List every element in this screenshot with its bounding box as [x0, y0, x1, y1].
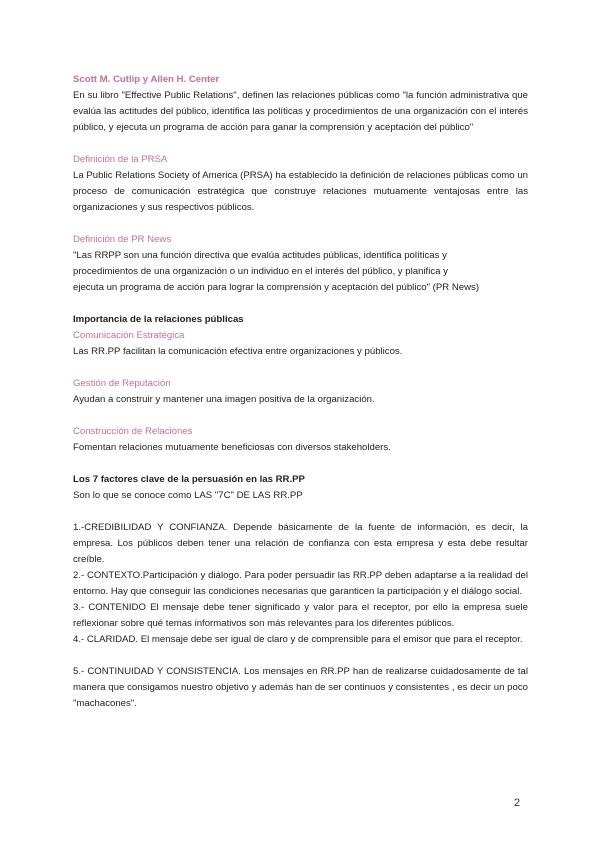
importance-item-body: Fomentan relaciones mutuamente beneficiosas con diversos stakeholders. [73, 442, 391, 453]
factors-title: Los 7 factores clave de la persuasión en las RR.PP [73, 474, 305, 485]
importance-item-heading: Gestión de Reputación [73, 378, 171, 389]
page-number: 2 [514, 797, 521, 809]
prnews-line: ejecuta un programa de acción para lograr la comprensión y aceptación del público" (PR News) [73, 282, 480, 293]
document-page [73, 72, 528, 712]
factor-item: 5.- CONTINUIDAD Y CONSISTENCIA. Los mensajes en RR.PP han de realizarse cuidadosamente de tal manera que consigamos nuestro objetivo y además han de ser continuos y consistentes , es decir un poco "machacones". [73, 666, 528, 709]
cutlip-heading: Scott M. Cutlip y Allen H. Center [73, 74, 220, 85]
importance-item-heading: Comunicación Estratégica [73, 330, 185, 341]
importance-title: Importancia de la relaciones públicas [73, 314, 244, 325]
factors-subtitle: Son lo que se conoce como LAS "7C" DE LAS RR.PP [73, 490, 303, 501]
importance-item-heading: Construcción de Relaciones [73, 426, 193, 437]
factor-item: 1.-CREDIBILIDAD Y CONFIANZA. Depende básicamente de la fuente de información, es decir, la empresa. Los públicos deben tener una relación de confianza con esta empresa y esta debe resultar creíble. [73, 522, 528, 565]
prsa-paragraph: La Public Relations Society of America (PRSA) ha establecido la definición de relaciones públicas como un proceso de comunicación estratégica que construye relaciones mutuamente ventajosas entre las organizaciones y sus respectivos públicos. [73, 170, 528, 213]
prnews-line: procedimientos de una organización o un individuo en el interés del público, y planifica y [73, 266, 448, 277]
factor-item: 3.- CONTENIDO El mensaje debe tener significado y valor para el receptor, por ello la empresa suele reflexionar sobre qué temas informativos son más relevantes para los diferentes públicos. [73, 602, 528, 629]
importance-item-body: Las RR.PP facilitan la comunicación efectiva entre organizaciones y públicos. [73, 346, 403, 357]
prnews-heading: Definición de PR News [73, 234, 172, 245]
importance-item-body: Ayudan a construir y mantener una imagen positiva de la organización. [73, 394, 375, 405]
factor-item: 2.- CONTEXTO.Participación y diálogo. Para poder persuadir las RR.PP deben adaptarse a la realidad del entorno. Hay que conseguir las condiciones necesarias que garanticen la participación y el diálogo social. [73, 570, 528, 597]
cutlip-paragraph: En su libro "Effective Public Relations", definen las relaciones públicas como "la función administrativa que evalúa las actitudes del público, identifica las políticas y procedimientos de una organización con el interés público, y ejecuta un programa de acción para ganar la comprensión y aceptación del público" [73, 90, 528, 133]
prnews-line: "Las RRPP son una función directiva que evalúa actitudes públicas, identifica políticas y [73, 250, 447, 261]
prsa-heading: Definición de la PRSA [73, 154, 168, 165]
factor-item: 4.- CLARIDAD. El mensaje debe ser igual de claro y de comprensible para el emisor que para el receptor. [73, 634, 523, 645]
